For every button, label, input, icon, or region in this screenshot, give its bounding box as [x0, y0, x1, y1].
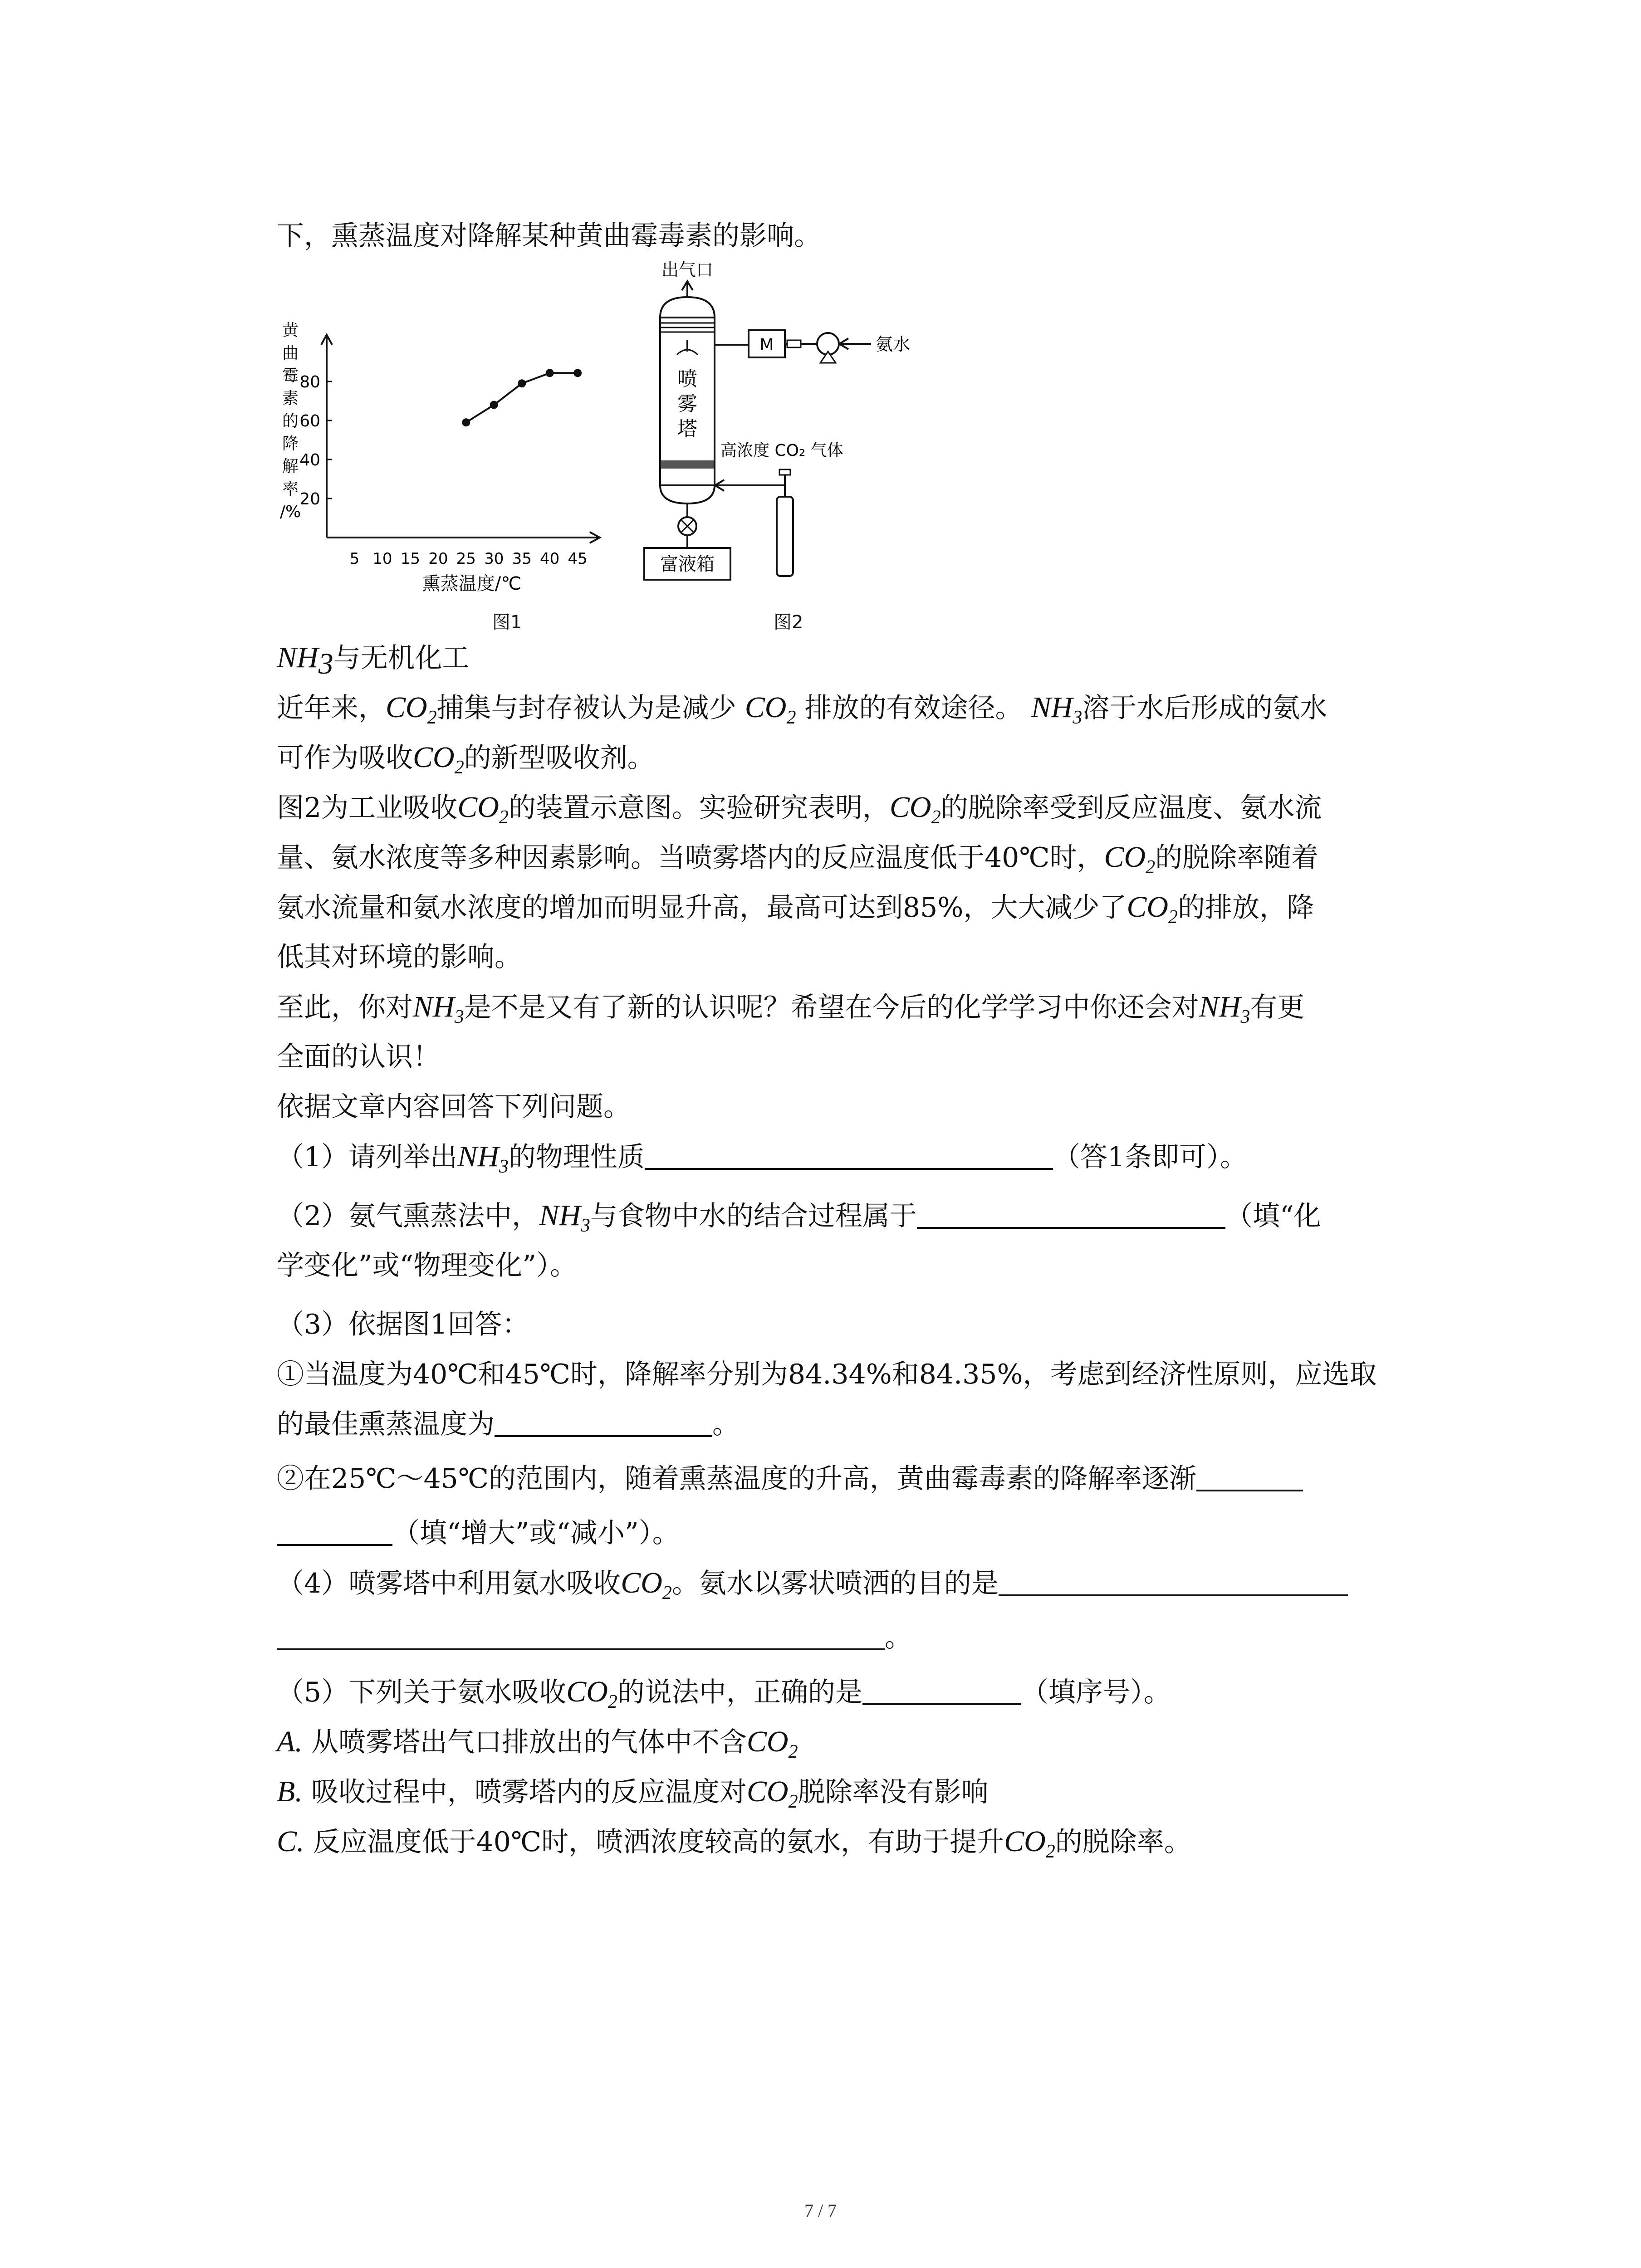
data-point [546, 369, 554, 377]
figure1-chart [272, 277, 617, 603]
data-point [490, 401, 498, 409]
option-b: B. 吸收过程中，喷雾塔内的反应温度对$CO_2$脱除率没有影响 [277, 1775, 989, 1812]
page-number: 7 / 7 [804, 2200, 837, 2221]
question-4-line-2: 。 [277, 1615, 1420, 1660]
xtick-label: 40 [540, 550, 560, 568]
paragraph-2-line-2: 量、氨水浓度等多种因素影响。当喷雾塔内的反应温度低于40℃时，$CO_2$的脱除率随着 [277, 841, 1319, 878]
data-point [462, 418, 470, 426]
data-point [518, 379, 526, 387]
ammonia-label: 氨水 [876, 334, 911, 354]
xtick-label: 20 [428, 550, 448, 568]
packing-layer [661, 460, 714, 469]
answer-blank-3a[interactable] [495, 1403, 712, 1437]
answer-blank-3b-part1[interactable] [1196, 1458, 1303, 1491]
paragraph-1-line-2: 可作为吸收$CO_2$的新型吸收剂。 [277, 741, 655, 778]
formula-co2: $CO_2$ [1127, 890, 1178, 928]
question-4-line-1: （4）喷雾塔中利用氨水吸收$CO_2$。氨水以雾状喷洒的目的是 [277, 1560, 1420, 1606]
tower-label-1: 喷 [677, 367, 697, 391]
paragraph-3-line-2: 全面的认识！ [277, 1041, 440, 1073]
question-2-line-1: （2）氨气熏蒸法中，$NH_3$与食物中水的结合过程属于 （填“化 [277, 1193, 1420, 1239]
formula-co2: $CO_2$ [413, 741, 464, 778]
formula-co2: $CO_2$ [889, 791, 941, 828]
paragraph-2-line-1: 图2为工业吸收$CO_2$的装置示意图。实验研究表明，$CO_2$的脱除率受到反应温度、氨水流 [277, 791, 1322, 828]
figure1-xlabel: 熏蒸温度/℃ [422, 573, 522, 594]
tower-label-2: 雾 [677, 392, 697, 415]
xtick-label: 15 [400, 550, 421, 568]
figure1-points [462, 369, 582, 426]
outlet-label: 出气口 [661, 260, 714, 280]
paragraph-1-line-1: 近年来，$CO_2$捕集与封存被认为是减少 $CO_2$ 排放的有效途径。 $NH_3$溶于水后形成的氨水 [277, 691, 1327, 728]
formula-nh3: $NH_3$ [413, 990, 464, 1027]
formula-co2: $CO_2$ [746, 1725, 798, 1762]
figure1-ylabel [280, 321, 301, 521]
xtick-label: 35 [512, 550, 532, 568]
figure2-apparatus [626, 254, 944, 590]
ylabel-char: 率 [282, 480, 299, 499]
question-3: （3）依据图1回答： [277, 1309, 529, 1340]
option-a: A. 从喷雾塔出气口排放出的气体中不含$CO_2$ [277, 1725, 798, 1762]
formula-nh3: $NH_3$ [1031, 691, 1083, 728]
figure1-caption: 图1 [492, 612, 522, 633]
question-2-line-2: 学变化”或“物理变化”）。 [277, 1250, 578, 1281]
motor-label: M [759, 336, 774, 354]
option-c: C. 反应温度低于40℃时，喷洒浓度较高的氨水，有助于提升$CO_2$的脱除率。 [277, 1825, 1191, 1862]
tower-top-cap [660, 297, 715, 318]
answer-blank-3b-part2[interactable] [277, 1512, 392, 1546]
formula-nh3: $NH_3$ [457, 1140, 509, 1177]
question-3a-line-1: ①当温度为40℃和45℃时，降解率分别为84.34%和84.35%，考虑到经济性原则，应选取 [277, 1359, 1377, 1390]
formula-co2: $CO_2$ [621, 1566, 672, 1603]
section-title: $NH_3$与无机化工 [277, 641, 470, 680]
tower-bottom-cap [660, 485, 715, 503]
question-5: （5）下列关于氨水吸收$CO_2$的说法中，正确的是 （填序号）。 [277, 1669, 1420, 1715]
ylabel-char: 黄 [282, 321, 299, 340]
data-point [573, 369, 582, 377]
formula-co2: $CO_2$ [566, 1675, 617, 1712]
ylabel-char: 霉 [282, 367, 299, 385]
formula-nh3: $NH_3$ [1199, 990, 1250, 1027]
intro-line: 下，熏蒸温度对降解某种黄曲霉毒素的影响。 [277, 220, 821, 252]
ytick-label: 20 [299, 490, 320, 508]
ytick-label: 40 [299, 451, 320, 469]
tower-label-3: 塔 [677, 417, 697, 440]
paragraph-2-line-4: 低其对环境的影响。 [277, 941, 522, 973]
question-3a-line-2: 的最佳熏蒸温度为 。 [277, 1402, 1420, 1447]
formula-co2: $CO_2$ [745, 691, 796, 728]
xtick-label: 10 [372, 550, 392, 568]
figure2-caption: 图2 [774, 612, 803, 633]
ylabel-char: /% [279, 503, 301, 521]
xtick-label: 30 [484, 550, 504, 568]
xtick-label: 25 [456, 550, 476, 568]
question-3b-line-1: ②在25℃～45℃的范围内，随着熏蒸温度的升高，黄曲霉毒素的降解率逐渐 [277, 1456, 1420, 1501]
paragraph-3-line-1: 至此，你对$NH_3$是不是又有了新的认识呢？希望在今后的化学学习中你还会对$NH_3$有更 [277, 990, 1305, 1027]
formula-co2: $CO_2$ [746, 1775, 798, 1812]
question-3b-line-2: （填“增大”或“减小”）。 [277, 1510, 1420, 1556]
formula-co2: $CO_2$ [386, 691, 437, 728]
xtick-label: 45 [568, 550, 588, 568]
ylabel-char: 的 [282, 412, 299, 430]
tank-label: 富液箱 [660, 554, 715, 575]
questions-intro: 依据文章内容回答下列问题。 [277, 1091, 631, 1123]
ytick-label: 80 [299, 373, 320, 391]
question-1: （1）请列举出$NH_3$的物理性质 （答1条即可）。 [277, 1134, 1420, 1180]
answer-blank-2[interactable] [917, 1195, 1225, 1229]
gas-cylinder [777, 497, 793, 576]
ytick-label: 60 [299, 412, 320, 430]
answer-blank-4-part1[interactable] [999, 1563, 1348, 1596]
figure1-xticks [350, 550, 588, 568]
answer-blank-5[interactable] [862, 1672, 1021, 1705]
co2-gas-label: 高浓度 CO₂ 气体 [720, 441, 843, 460]
formula-co2: $CO_2$ [457, 791, 509, 828]
formula-co2: $CO_2$ [1104, 841, 1156, 878]
ylabel-char: 降 [282, 435, 299, 453]
xtick-label: 5 [349, 550, 360, 568]
ylabel-char: 曲 [282, 344, 299, 362]
answer-blank-4-part2[interactable] [277, 1617, 885, 1650]
formula-co2: $CO_2$ [1004, 1825, 1055, 1862]
ylabel-char: 素 [282, 389, 299, 408]
ylabel-char: 解 [282, 457, 299, 476]
formula-nh3: $NH_3$ [539, 1199, 590, 1236]
paragraph-2-line-3: 氨水流量和氨水浓度的增加而明显升高，最高可达到85%，大大减少了$CO_2$的排放，降 [277, 890, 1314, 928]
answer-blank-1[interactable] [645, 1136, 1053, 1170]
